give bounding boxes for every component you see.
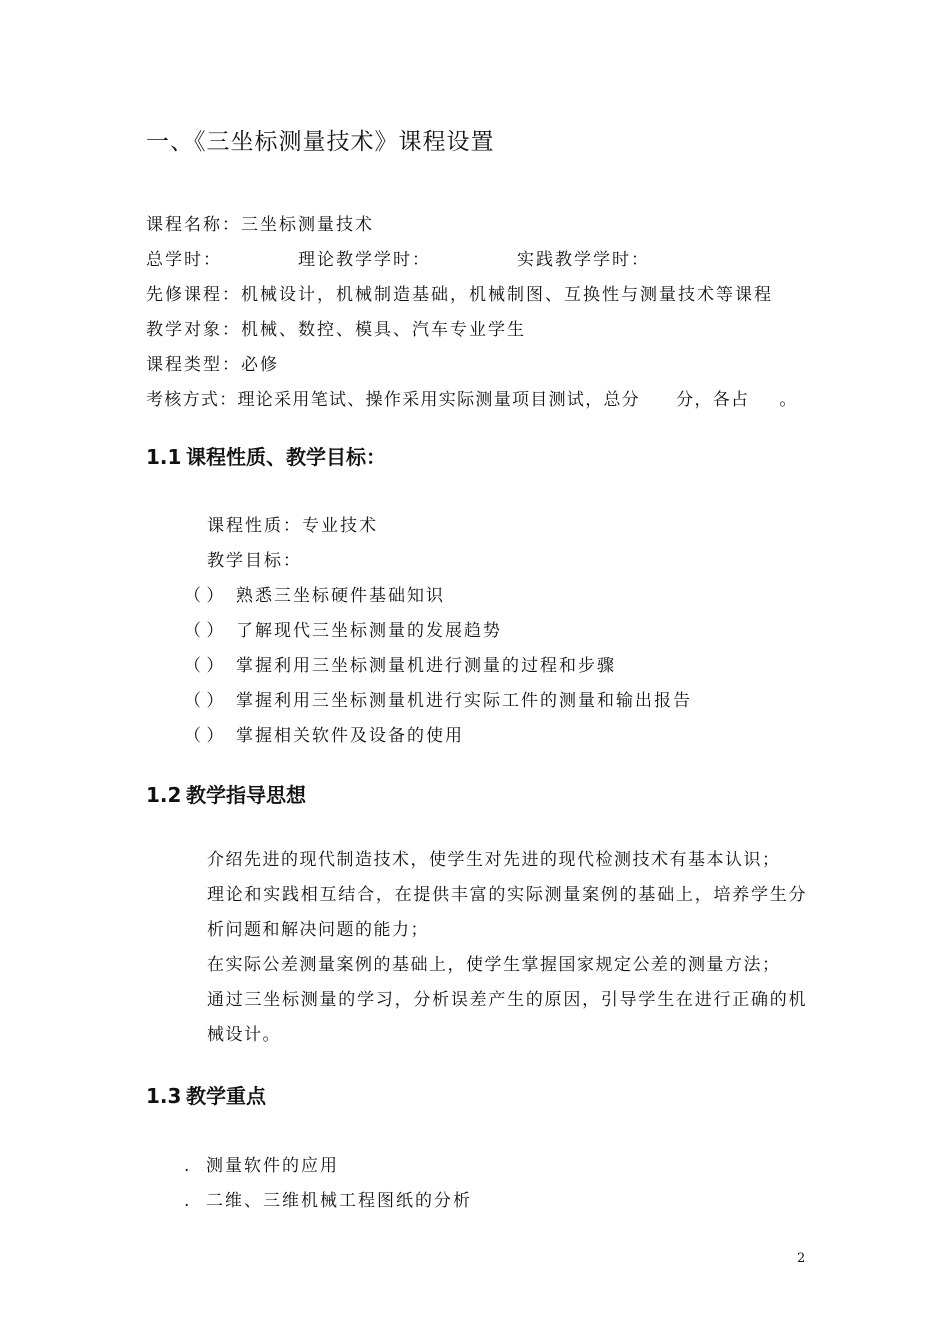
goal-text: 了解现代三坐标测量的发展趋势	[236, 621, 502, 641]
goal-paren: （ ）	[184, 726, 224, 746]
goal-text: 掌握利用三坐标测量机进行测量的过程和步骤	[236, 656, 616, 676]
assessment-line	[146, 385, 798, 410]
bullet: .	[184, 1156, 190, 1176]
section-number: 1.2	[146, 783, 182, 807]
course-type-line: 课程类型：必修	[146, 355, 279, 375]
hours-line	[146, 245, 650, 270]
guiding-paragraph: 在实际公差测量案例的基础上，使学生掌握国家规定公差的测量方法；	[207, 955, 781, 975]
goal-item	[184, 651, 616, 676]
key-point-item	[184, 1151, 339, 1176]
goal-text: 掌握利用三坐标测量机进行实际工件的测量和输出报告	[236, 691, 692, 711]
goal-paren: （ ）	[184, 656, 224, 676]
theory-hours-label: 理论教学学时：	[298, 250, 431, 270]
guiding-ideas-body	[207, 843, 807, 1053]
key-point-text: 测量软件的应用	[206, 1156, 339, 1176]
goal-text: 熟悉三坐标硬件基础知识	[236, 586, 445, 606]
section-title: 教学重点	[186, 1084, 266, 1108]
section-heading-1-1	[146, 441, 386, 470]
goal-item	[184, 616, 502, 641]
key-point-text: 二维、三维机械工程图纸的分析	[206, 1191, 472, 1211]
section-number: 1.3	[146, 1084, 182, 1108]
section-heading-1-3	[146, 1080, 266, 1109]
goal-item	[184, 686, 692, 711]
total-hours-label: 总学时：	[146, 250, 222, 270]
goals-label: 教学目标：	[207, 551, 302, 571]
practice-hours-label: 实践教学学时：	[517, 250, 650, 270]
page-number: 2	[797, 1251, 806, 1266]
goal-paren: （ ）	[184, 691, 224, 711]
goal-item	[184, 721, 464, 746]
section-heading-1-2	[146, 779, 306, 808]
assessment-text-c: 。	[779, 390, 798, 410]
section-title: 课程性质、教学目标：	[186, 445, 386, 469]
key-point-item	[184, 1186, 472, 1211]
audience-line: 教学对象：机械、数控、模具、汽车专业学生	[146, 320, 526, 340]
goal-text: 掌握相关软件及设备的使用	[236, 726, 464, 746]
prerequisites-line: 先修课程：机械设计，机械制造基础，机械制图、互换性与测量技术等课程	[146, 285, 773, 305]
course-nature-line: 课程性质：专业技术	[207, 516, 378, 536]
guiding-paragraph: 理论和实践相互结合，在提供丰富的实际测量案例的基础上，培养学生分析问题和解决问题的能力；	[207, 885, 807, 940]
goal-item	[184, 581, 445, 606]
assessment-text-b: 分，各占	[676, 390, 750, 410]
goal-paren: （ ）	[184, 621, 224, 641]
course-name-line: 课程名称：三坐标测量技术	[146, 215, 374, 235]
bullet: .	[184, 1191, 190, 1211]
guiding-paragraph: 通过三坐标测量的学习，分析误差产生的原因，引导学生在进行正确的机械设计。	[207, 990, 807, 1045]
assessment-text-a: 考核方式：理论采用笔试、操作采用实际测量项目测试，总分	[146, 390, 641, 410]
goal-paren: （ ）	[184, 586, 224, 606]
section-number: 1.1	[146, 445, 182, 469]
section-title: 教学指导思想	[186, 783, 306, 807]
guiding-paragraph: 介绍先进的现代制造技术，使学生对先进的现代检测技术有基本认识；	[207, 850, 781, 870]
page-title: 一、《三坐标测量技术》课程设置	[146, 129, 495, 155]
